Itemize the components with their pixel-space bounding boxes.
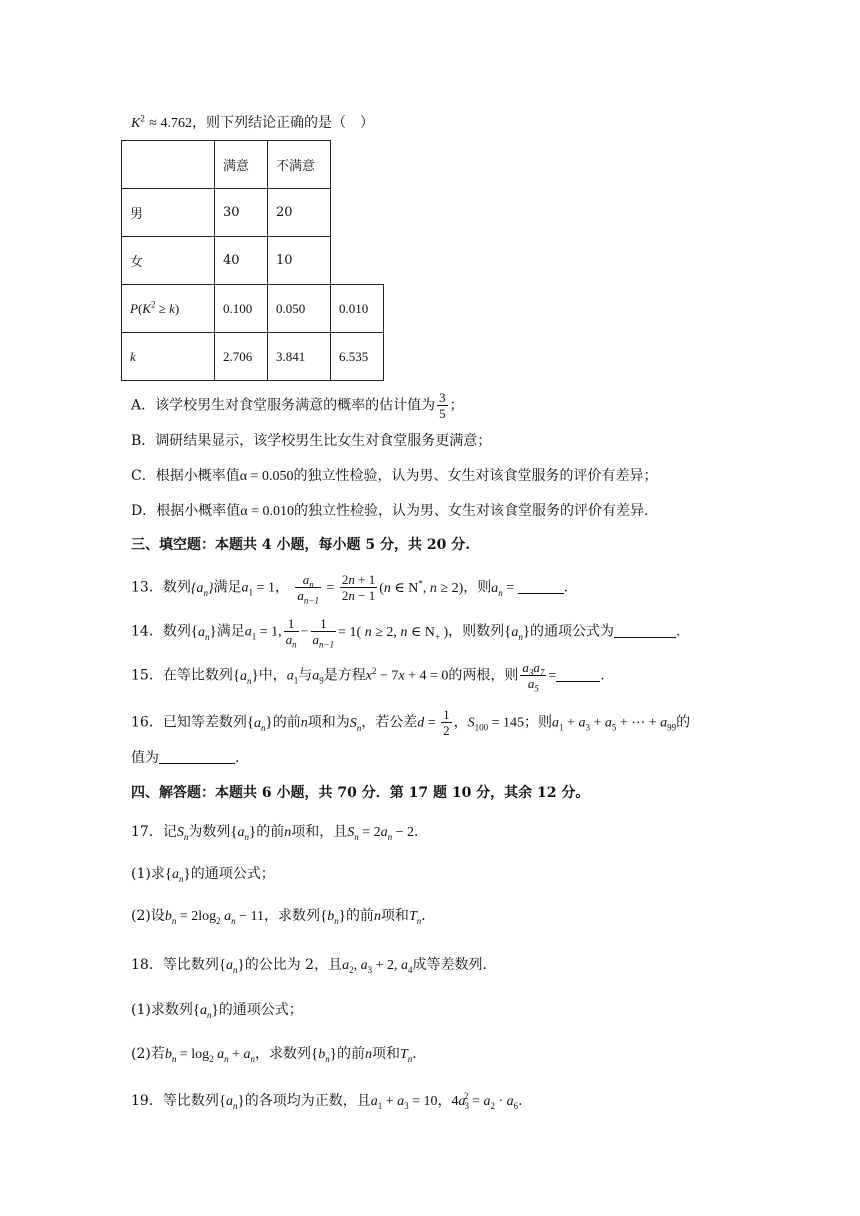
table-cell: 6.535 bbox=[331, 333, 384, 381]
table-cell: $P(K^2 \ge k)$ bbox=[122, 285, 215, 333]
table-row bbox=[122, 333, 384, 381]
table-cell: k bbox=[122, 333, 215, 381]
table-row bbox=[122, 237, 384, 285]
table-row bbox=[122, 189, 384, 237]
question-18: 18．等比数列$\{a_n\}$的公比为 2，且$a_2$, $a_3 + 2$, $a_4$成等差数列. bbox=[131, 957, 487, 975]
fraction: $\frac{3}{5}$ bbox=[439, 390, 446, 421]
table-cell: 2.706 bbox=[215, 333, 268, 381]
table-cell: 30 bbox=[215, 189, 268, 237]
question-13: 13．数列$\{a_n\}$满足$a_1 = 1$， $\frac{a_n}{a_{n-1}}$ = $\frac{2n + 1}{2n - 1}$ (n ∈ N*, n ≥ 2)，则$a_n$ = . bbox=[131, 572, 569, 606]
question-14: 14．数列$\{a_n\}$满足$a_1 = 1$, $\frac{1}{a_n}$ − $\frac{1}{a_{n-1}}$ = 1( n ≥ 2, n ∈ $N_+$ )，则数列$\{a_n\}$的通项公式为 . bbox=[131, 616, 681, 650]
table-cell: 男 bbox=[122, 189, 215, 237]
option-a: A．该学校男生对食堂服务满意的概率的估计值为 $\frac{3}{5}$ ； bbox=[131, 390, 464, 421]
option-c: C．根据小概率值α = 0.050的独立性检验，认为男、女生对该食堂服务的评价有差异； bbox=[131, 468, 658, 484]
contingency-table bbox=[121, 140, 384, 381]
table-cell: 40 bbox=[215, 237, 268, 285]
intro-line: $K^2 \approx 4.762$，则下列结论正确的是（ ） bbox=[131, 113, 374, 131]
section-title: 三、填空题：本题共 4 小题，每小题 5 分，共 20 分. bbox=[131, 537, 471, 553]
question-16-line2: 值为 . bbox=[131, 750, 240, 766]
question-18-part1: (1)求数列$\{a_n\}$的通项公式； bbox=[131, 1002, 303, 1020]
table-cell: 女 bbox=[122, 237, 215, 285]
table-cell: 满意 bbox=[215, 141, 268, 189]
table-cell: 0.100 bbox=[215, 285, 268, 333]
table-cell: 不满意 bbox=[268, 141, 331, 189]
question-18-part2: (2)若$b_n = \log_2 a_n + a_n$，求数列$\{b_n\}$的前n项和$T_n$. bbox=[131, 1046, 417, 1064]
intro-text: ，则下列结论正确的是（ ） bbox=[191, 115, 374, 131]
table-cell bbox=[122, 141, 215, 189]
question-17: 17．记$S_n$为数列$\{a_n\}$的前n项和，且$S_n = 2a_n - 2$． bbox=[131, 824, 429, 842]
question-17-part1: (1)求$\{a_n\}$的通项公式； bbox=[131, 866, 275, 884]
option-d: D．根据小概率值α = 0.010的独立性检验，认为男、女生对该食堂服务的评价有差异. bbox=[131, 503, 649, 519]
option-b: B．调研结果显示，该学校男生比女生对食堂服务更满意； bbox=[131, 433, 492, 449]
table-cell: 10 bbox=[268, 237, 331, 285]
question-19: 19．等比数列$\{a_n\}$的各项均为正数，且$a_1 + a_3 = 10$，$4a_3^2 = a_2 \cdot a_6$． bbox=[131, 1091, 533, 1111]
question-16: 16．已知等差数列$\{a_n\}$的前n项和为$S_n$，若公差d = $\frac{1}{2}$ ，$S_{100} = 145$；则$a_1 + a_3 + a_5$ + ⋯ + $a_{99}$的 bbox=[131, 707, 691, 738]
table-row bbox=[122, 285, 384, 333]
section-title: 四、解答题：本题共 6 小题，共 70 分．第 17 题 10 分，其余 12 分。 bbox=[131, 785, 590, 801]
question-17-part2: (2)设$b_n = 2\log_2$ $a_n - 11$，求数列$\{b_n\}$的前n项和$T_n$． bbox=[131, 908, 436, 926]
table-cell: 20 bbox=[268, 189, 331, 237]
table-cell: 3.841 bbox=[268, 333, 331, 381]
chi-square-value: ≈ 4.762 bbox=[149, 116, 192, 131]
table-cell: 0.050 bbox=[268, 285, 331, 333]
table-row bbox=[122, 141, 384, 189]
table-cell: 0.010 bbox=[331, 285, 384, 333]
question-15: 15．在等比数列$\{a_n\}$中，$a_1$与$a_9$是方程$x^2 - 7x + 4 = 0$的两根，则 $\frac{a_3a_7}{a_5}$ = . bbox=[131, 660, 605, 694]
